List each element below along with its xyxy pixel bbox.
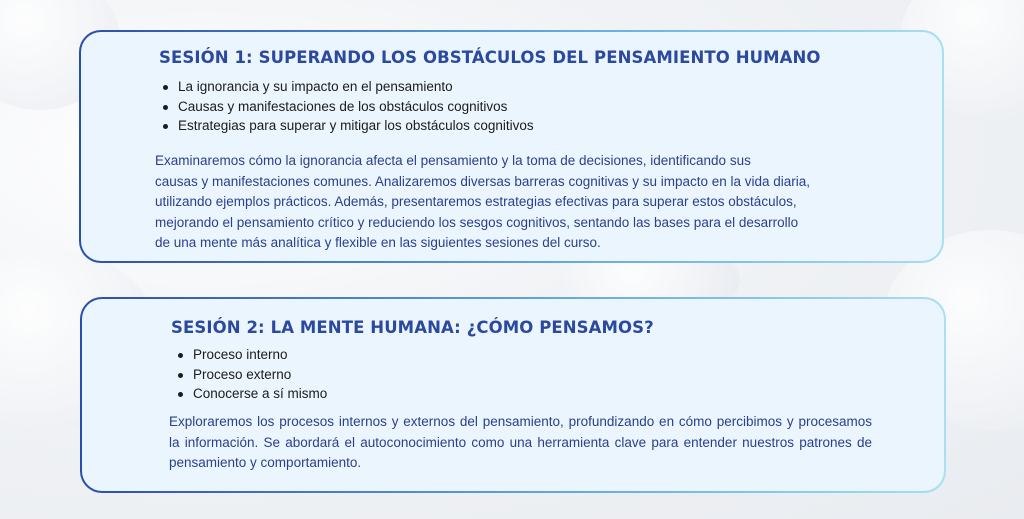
bullet-icon <box>163 124 168 129</box>
topic-list <box>178 345 327 404</box>
topic-item <box>178 345 327 365</box>
description-line: Exploraremos los procesos internos y externos del pensamiento, profundizando en cómo percibimos y procesamos la información. Se abordará el autoconocimiento como una herramienta clave para entender nuestros patrones de pensamiento y comportamiento. <box>169 414 872 470</box>
topic-item <box>163 77 534 97</box>
session-description <box>155 151 865 254</box>
bullet-icon <box>163 85 168 90</box>
description-line: de una mente más analítica y flexible en las siguientes sesiones del curso. <box>155 235 601 250</box>
bullet-icon <box>178 373 183 378</box>
topic-label: Estrategias para superar y mitigar los obstáculos cognitivos <box>178 118 534 133</box>
bullet-icon <box>163 105 168 110</box>
topic-label: Causas y manifestaciones de los obstáculos cognitivos <box>178 98 508 114</box>
topic-label: Conocerse a sí mismo <box>193 386 328 401</box>
bullet-icon <box>178 353 183 358</box>
topic-list <box>163 77 534 136</box>
topic-item <box>178 365 327 385</box>
description-line: Examinaremos cómo la ignorancia afecta el pensamiento y la toma de decisiones, identificando sus <box>155 153 751 168</box>
description-line: mejorando el pensamiento crítico y reduciendo los sesgos cognitivos, sentando las bases para el desarrollo <box>155 214 799 230</box>
topic-label: Proceso interno <box>193 347 288 362</box>
session-title: SESIÓN 2: LA MENTE HUMANA: ¿CÓMO PENSAMOS? <box>171 318 654 337</box>
topic-item <box>178 384 327 404</box>
topic-item <box>163 116 534 136</box>
session-card-2 <box>80 297 946 493</box>
description-line: utilizando ejemplos prácticos. Además, presentaremos estrategias efectivas para superar estos obstáculos, <box>155 194 797 209</box>
session-description <box>169 412 872 474</box>
topic-item <box>163 97 534 117</box>
session-title: SESIÓN 1: SUPERANDO LOS OBSTÁCULOS DEL PENSAMIENTO HUMANO <box>159 48 821 67</box>
topic-label: Proceso externo <box>193 366 292 382</box>
session-card-1 <box>79 30 944 263</box>
bullet-icon <box>178 392 183 397</box>
description-line: causas y manifestaciones comunes. Analizaremos diversas barreras cognitivas y su impacto en la vida diaria, <box>155 173 811 189</box>
topic-label: La ignorancia y su impacto en el pensamiento <box>178 79 453 94</box>
